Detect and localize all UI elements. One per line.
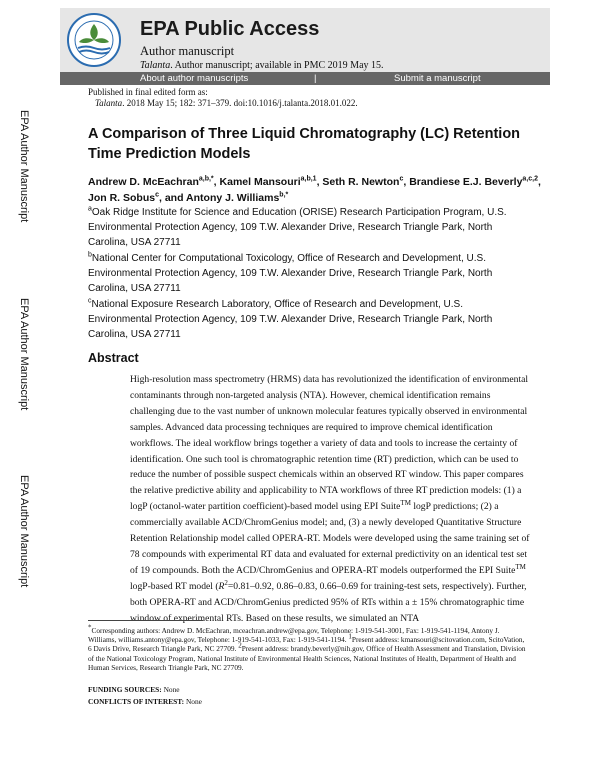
sidebar-label: EPA Author Manuscript xyxy=(18,110,30,223)
footnote-text: Present address: kmansouri@scitovation.com, ScitoVation, 6 Davis Drive, Research Triangle Park, NC 27709. xyxy=(88,635,525,654)
author-sup: c xyxy=(399,175,404,183)
coi-value: None xyxy=(184,697,202,706)
footnote-sup: 2 xyxy=(238,641,242,650)
r2-sup: 2 xyxy=(224,578,228,587)
footnote-text: Present address: brandy.beverly@nih.gov, Office of Health Assessment and Translation, Division of the National Toxicology Program, National Institute of Environmental Health Sciences, National Institutes of Health, Department of Health and Human Services, Research Triangle Park, NC 27709. xyxy=(88,644,526,672)
banner-citation-text: . Author manuscript; available in PMC 2019 May 15. xyxy=(170,60,384,71)
abstract-heading: Abstract xyxy=(88,351,139,365)
sidebar-label: EPA Author Manuscript xyxy=(18,298,30,411)
author-sup: a,b,1 xyxy=(300,175,317,183)
affiliation-text: National Center for Computational Toxicology, Office of Research and Development, U.S. Environmental Protection Agency, 109 T.W. Alexander Drive, Research Triangle Park, North Carolina, USA 27711 xyxy=(88,253,493,294)
author-sup: a,b,* xyxy=(198,175,214,183)
published-label: Published in final edited form as: xyxy=(88,87,208,97)
author-sep: , and xyxy=(159,192,187,204)
author-list xyxy=(88,174,543,206)
author-sup: a,c,2 xyxy=(522,175,538,183)
article-title: A Comparison of Three Liquid Chromatography (LC) Retention Time Prediction Models xyxy=(88,126,521,162)
author-name: Kamel Mansouri xyxy=(219,176,301,188)
author-name: Antony J. Williams xyxy=(186,192,280,204)
footnote-divider xyxy=(88,620,203,621)
abstract-text: logP predictions; (2) a commercially available ACD/ChromGenius model; and, (3) a newly developed Quantitative Structure Retention Relationship model called OPERA-RT. Models were developed using the same training set of 78 compounds with experimental RT data and evaluated for external predictivity on an identical test set of 19 compounds. Both the ACD/ChromGenius and OPERA-RT models outperformed the EPI Suite xyxy=(130,501,530,576)
epa-logo-icon xyxy=(66,12,122,68)
author-name: Seth R. Newton xyxy=(322,176,400,188)
abstract-body xyxy=(130,372,530,627)
about-author-manuscripts-link[interactable]: About author manuscripts xyxy=(140,73,249,84)
published-reference xyxy=(95,98,358,108)
funding-value: None xyxy=(161,685,180,694)
author-sup: c xyxy=(155,191,159,199)
sidebar-label: EPA Author Manuscript xyxy=(18,475,30,588)
author-sep: , xyxy=(316,176,323,188)
author-sep: , xyxy=(403,176,410,188)
funding-sources xyxy=(88,685,180,694)
author-name: Andrew D. McEachran xyxy=(88,176,199,188)
footnote-sup: * xyxy=(88,623,92,632)
affiliation-sup: c xyxy=(88,297,92,305)
coi-label: CONFLICTS OF INTEREST: xyxy=(88,697,185,706)
epa-banner xyxy=(60,8,550,72)
affiliation-text: National Exposure Research Laboratory, Office of Research and Development, U.S. Environmental Protection Agency, 109 T.W. Alexander Drive, Research Triangle Park, North Carolina, USA 27711 xyxy=(88,299,493,340)
banner-citation xyxy=(140,60,384,71)
banner-subtitle: Author manuscript xyxy=(140,44,235,58)
banner-journal: Talanta xyxy=(140,60,171,71)
r2-symbol: R xyxy=(218,580,225,592)
affiliation xyxy=(88,205,528,250)
nav-separator: | xyxy=(314,73,317,84)
abstract-text: =0.81–0.92, 0.86–0.83, 0.66–0.69 for training-test sets, respectively). Further, both OPERA-RT and ACD/ChromGenius predicted 95% of RTs within a ± 15% chromatographic time window of experimental RTs. Based on these results, we simulated an NTA xyxy=(130,580,527,624)
trademark-sup: TM xyxy=(400,499,411,508)
affiliation-sup: a xyxy=(88,205,92,213)
author-sep: , xyxy=(538,176,541,188)
affiliation xyxy=(88,297,528,342)
footnote xyxy=(88,623,528,672)
published-journal: Talanta xyxy=(95,98,123,108)
submit-manuscript-link[interactable]: Submit a manuscript xyxy=(394,73,481,84)
abstract-text: logP-based RT model ( xyxy=(130,580,219,592)
affiliation-text: Oak Ridge Institute for Science and Education (ORISE) Research Participation Program, U.S. Environmental Protection Agency, 109 T.W. Alexander Drive, Research Triangle Park, North Carolina, USA 27711 xyxy=(88,207,507,248)
affiliation-sup: b xyxy=(88,251,92,259)
nav-bar xyxy=(60,72,550,85)
abstract-text: High-resolution mass spectrometry (HRMS) data has revolutionized the identification of environmental contaminants through non-targeted analysis (NTA). However, chemical identification remains challenging due to the vast number of unknown molecular features typically observed in environmental samples. Advanced data processing techniques are required to improve chemical identification workflows. The ideal workflow brings together a variety of data and tools to increase the certainty of identification. One such tool is chromatographic retention time (RT) prediction, which can be used to reduce the number of possible suspect chemicals within an observed RT window. This paper compares the relative predictive ability and applicability to NTA workflows of three RT prediction models: (1) a logP (octanol-water partition coefficient)-based model using EPI Suite xyxy=(130,374,529,513)
footnote-sup: 1 xyxy=(348,632,352,641)
conflicts-of-interest xyxy=(88,697,202,706)
author-sep: , xyxy=(213,176,220,188)
author-name: Jon R. Sobus xyxy=(88,192,156,204)
banner-title: EPA Public Access xyxy=(140,18,320,40)
footnote-text: Corresponding authors: Andrew D. McEachran, mceachran.andrew@epa.gov, Telephone: 1-919-541-3001, Fax: 1-919-541-1194, Antony J. Williams, williams.antony@epa.gov, Telephone: 1-919-541-1033, Fax: 1-919-541-1194. xyxy=(88,626,500,645)
trademark-sup: TM xyxy=(515,562,526,571)
funding-label: FUNDING SOURCES: xyxy=(88,685,162,694)
author-name: Brandiese E.J. Beverly xyxy=(409,176,523,188)
published-ref-text: . 2018 May 15; 182: 371–379. doi:10.1016/j.talanta.2018.01.022. xyxy=(122,98,358,108)
affiliation xyxy=(88,251,528,296)
author-sup: b,* xyxy=(279,191,289,199)
